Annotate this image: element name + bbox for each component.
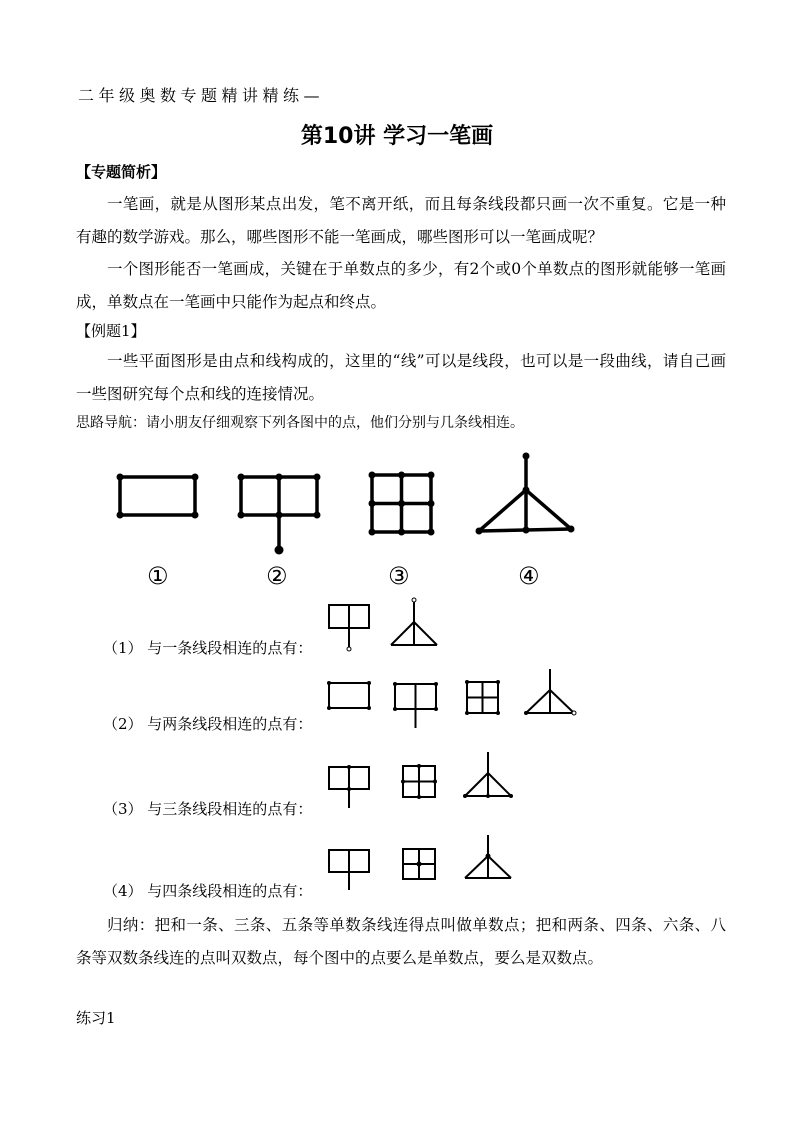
- figure-1-rectangle: [120, 477, 195, 515]
- lesson-title: 第10讲 学习一笔画: [300, 124, 494, 149]
- example1-heading: 【例题1】: [76, 322, 146, 340]
- figure-label-4: ④: [518, 562, 540, 590]
- intro-heading: 【专题简析】: [76, 163, 167, 181]
- figure-label-2: ②: [266, 562, 288, 590]
- answer-1-figure-4: [391, 600, 437, 645]
- example1-hint: 思路导航：请小朋友仔细观察下列各图中的点，他们分别与几条线相连。: [76, 415, 524, 431]
- figure-label-3: ③: [388, 562, 410, 590]
- summary-paragraph: 归纳：把和一条、三条、五条等单数条线连得点叫做单数点；把和两条、四条、六条、八条等双数条线连的点叫双数点，每个图中的点要么是单数点，要么是双数点。: [76, 916, 726, 967]
- answer-2-figure-4: [526, 669, 574, 713]
- answer-2-figure-3: [467, 682, 498, 713]
- answer-2-figure-1: [329, 683, 369, 708]
- answer-1-figure-2: [329, 605, 369, 648]
- figure-label-1: ①: [147, 562, 169, 590]
- figure-1-points: [117, 474, 199, 519]
- intro-paragraph-2: 一个图形能否一笔画成，关键在于单数点的多少，有2个或0个单数点的图形就能够一笔画成，单数点在一笔画中只能作为起点和终点。: [76, 260, 726, 311]
- question-4: （4） 与四条线段相连的点有：: [103, 882, 313, 900]
- series-title: 二年级奥数专题精讲精练—: [78, 86, 325, 105]
- answer-3-figure-3: [403, 766, 435, 797]
- example1-paragraph: 一些平面图形是由点和线构成的，这里的“线”可以是线段，也可以是一段曲线，请自己画一些图研究每个点和线的连接情况。: [76, 352, 726, 403]
- intro-paragraph-1: 一笔画，就是从图形某点出发，笔不离开纸，而且每条线段都只画一次不重复。它是一种有趣的数学游戏。那么，哪些图形不能一笔画成，哪些图形可以一笔画成呢？: [76, 195, 726, 246]
- answer-3-figure-4: [465, 752, 511, 796]
- question-2: （2） 与两条线段相连的点有：: [103, 715, 313, 733]
- answer-4-figure-2: [329, 850, 369, 890]
- answer-2-figure-2: [395, 684, 436, 728]
- figure-4-triangle: [479, 456, 571, 531]
- question-3: （3） 与三条线段相连的点有：: [103, 800, 313, 818]
- practice-heading: 练习1: [76, 1009, 116, 1027]
- question-1: （1） 与一条线段相连的点有：: [103, 639, 313, 657]
